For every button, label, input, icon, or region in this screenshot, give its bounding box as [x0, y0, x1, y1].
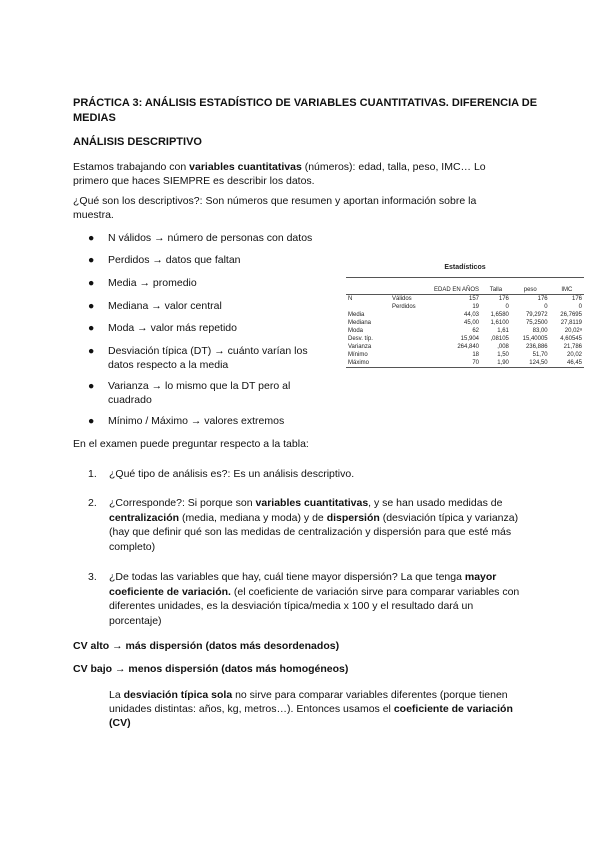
list-item: ● Mediana → valor central	[88, 300, 222, 312]
table-row: Mediana 45,00 1,6100 75,2500 27,8119	[348, 320, 582, 326]
question-paragraph: ¿Qué son los descriptivos?: Son números que resumen y aportan información sobre la muestra.	[73, 195, 477, 221]
table-header-row	[346, 278, 584, 295]
list-item: ● Media → promedio	[88, 277, 197, 289]
table-row: Moda 62 1,61 83,00 20,02ᵃ	[348, 328, 582, 334]
column-header: IMC	[550, 278, 584, 295]
list-item: ● Mínimo / Máximo → valores extremos	[88, 415, 285, 427]
table-row: Máximo 70 1,90 124,50 46,45	[348, 360, 582, 366]
list-item: ● Desviación típica (DT) → cuánto varían los datos respecto a la media	[88, 345, 308, 371]
list-item: ● N válidos → número de personas con datos	[88, 232, 313, 244]
table-row: Varianza 264,840 ,008 236,886 21,786	[348, 344, 582, 350]
statistics-table	[346, 264, 584, 368]
column-header: peso	[511, 278, 550, 295]
list-item: ● Varianza → lo mismo que la DT pero al cuadrado	[88, 380, 291, 406]
table-row: Perdidos 19 0 0 0	[392, 304, 582, 310]
cv-high-note: CV alto → más dispersión (datos más desordenados)	[73, 640, 340, 652]
cv-low-note: CV bajo → menos dispersión (datos más homogéneos)	[73, 663, 349, 675]
numbered-item: 1. ¿Qué tipo de análisis es?: Es un análisis descriptivo.	[88, 468, 355, 480]
column-header: Talla	[481, 278, 511, 295]
intro-paragraph: Estamos trabajando con variables cuantitativas (números): edad, talla, peso, IMC… Lo primero que haces SIEMPRE es describir los datos.	[73, 161, 486, 187]
page-title: PRÁCTICA 3: ANÁLISIS ESTADÍSTICO DE VARIABLES CUANTITATIVAS. DIFERENCIA DE MEDIAS	[73, 97, 538, 124]
numbered-item: 3. ¿De todas las variables que hay, cuál tiene mayor dispersión? La que tenga mayor coeficiente de variación. (el coeficiente de variación sirve para comparar variables con diferentes unidades, es la desviación típica/media x 100 y el resultado dará un porcentaje)	[88, 571, 520, 627]
table-row: Mínimo 18 1,50 51,70 20,02	[348, 352, 582, 358]
list-item: ● Moda → valor más repetido	[88, 322, 237, 334]
section-heading: ANÁLISIS DESCRIPTIVO	[73, 136, 202, 148]
table-row: Desv. típ. 15,904 ,08105 15,40005 4,60545	[348, 336, 582, 342]
table-row: N Válidos 157 176 176 176	[348, 296, 582, 302]
column-header: EDAD EN AÑOS	[432, 278, 481, 295]
numbered-item: 2. ¿Corresponde?: Si porque son variables cuantitativas, y se han usado medidas de centralización (media, mediana y moda) y de dispersión (desviación típica y varianza) (hay que definir qué son las medidas de centralización y dispersión para que esté más completo)	[88, 497, 519, 553]
table-row: Media 44,03 1,6580 79,2972 26,7695	[348, 312, 582, 318]
exam-intro: En el examen puede preguntar respecto a la tabla:	[73, 438, 309, 450]
final-paragraph: La desviación típica sola no sirve para comparar variables diferentes (porque tienen unidades distintas: años, kg, metros…). Entonces usamos el coeficiente de variación (CV)	[109, 689, 513, 729]
table-caption: Estadísticos	[444, 264, 486, 271]
list-item: ● Perdidos → datos que faltan	[88, 254, 241, 266]
